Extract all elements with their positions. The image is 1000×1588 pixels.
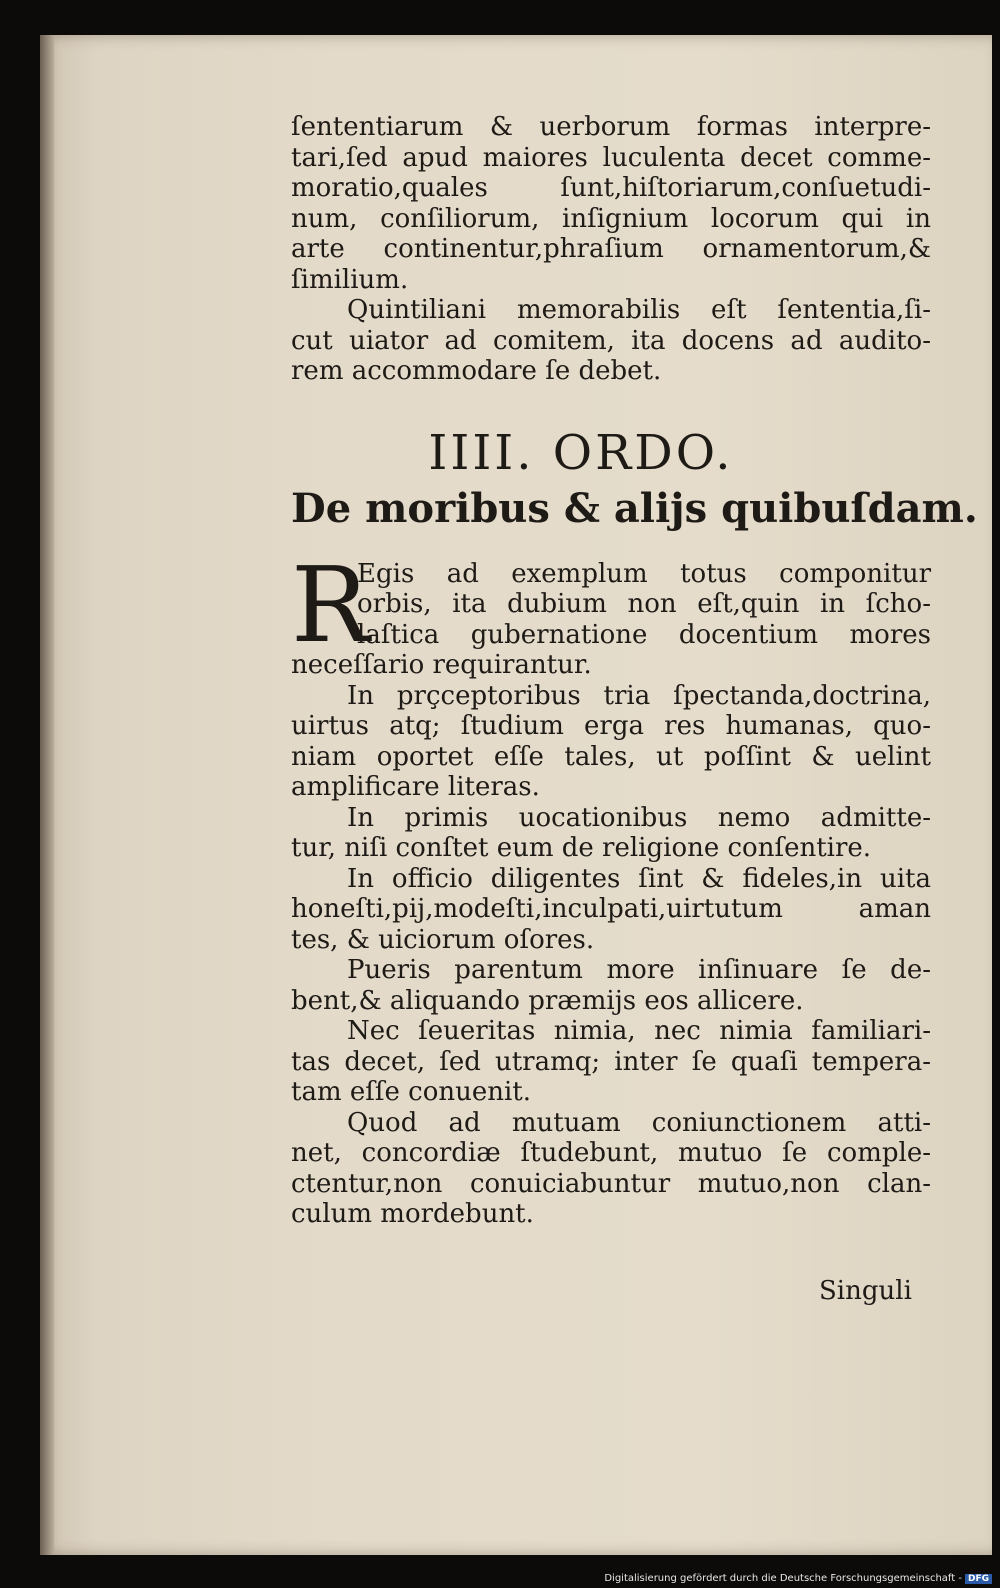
paragraph-continuation <box>291 112 931 295</box>
text-line: laſtica gubernatione docentium mores <box>357 619 931 650</box>
text-line: uirtus atq; ſtudium erga res humanas, quo- <box>291 711 931 741</box>
text-line: tur, niſi conſtet eum de religione conſentire. <box>291 833 872 863</box>
text-line: In primis uocationibus nemo admitte- <box>347 802 931 833</box>
text-line: Quod ad mutuam coniunctionem atti- <box>347 1107 931 1138</box>
text-line: ctentur,non conuiciabuntur mutuo,non clan- <box>291 1168 931 1199</box>
text-line: bent,& aliquando præmijs eos allicere. <box>291 985 804 1016</box>
text-line: ſimilium. <box>291 264 409 295</box>
paragraph-primis <box>291 803 931 864</box>
text-line: Pueris parentum more inſinuare ſe de- <box>347 955 931 985</box>
text-line: tam eſſe conuenit. <box>291 1077 532 1107</box>
text-line: moratio,quales ſunt,hiſtoriarum,conſuetudi- <box>291 173 931 203</box>
text-line: In prçceptoribus tria ſpectanda,doctrina, <box>347 680 931 711</box>
paragraph-regis <box>291 543 931 681</box>
text-line: cut uiator ad comitem, ita docens ad audito- <box>291 325 931 356</box>
paragraph-quod <box>291 1108 931 1230</box>
text-line: In officio diligentes ſint & fideles,in uita <box>347 863 931 894</box>
dfg-logo: DFG <box>965 1574 992 1584</box>
page-gutter <box>40 35 54 1555</box>
text-line: tari,ſed apud maiores luculenta decet comme- <box>291 142 931 173</box>
paragraph-seueritas <box>291 1016 931 1108</box>
text-line: Egis ad exemplum totus componitur <box>357 558 931 589</box>
text-line: arte continentur,phraſium ornamentorum,& <box>291 234 931 264</box>
credit-text: Digitalisierung gefördert durch die Deutsche Forschungsgemeinschaft - <box>604 1573 962 1584</box>
section-heading: IIII. ORDO. <box>428 424 734 481</box>
section-subheading: De moribus & alijs quibuſdam. <box>291 484 978 532</box>
text-line: culum mordebunt. <box>291 1199 534 1229</box>
paragraph-quintiliani <box>291 295 931 387</box>
text-line: amplificare literas. <box>291 772 540 802</box>
text-line: num, conſiliorum, inſignium locorum qui in <box>291 203 931 234</box>
text-line: rem accommodare ſe debet. <box>291 356 662 386</box>
paragraph-praeceptoribus <box>291 681 931 803</box>
text-line: orbis, ita dubium non eſt,quin in ſcho- <box>357 589 931 619</box>
digitization-credit <box>604 1573 992 1584</box>
catchword: Singuli <box>819 1276 912 1306</box>
drop-cap: R <box>291 543 370 666</box>
page-text <box>291 112 978 1230</box>
text-line: niam oportet eſſe tales, ut poſſint & uelint <box>291 741 931 772</box>
paragraph-officio <box>291 864 931 956</box>
text-line: tas decet, ſed utramq; inter ſe quaſi tempera- <box>291 1046 931 1077</box>
text-line: Nec ſeueritas nimia, nec nimia familiari- <box>347 1016 931 1046</box>
text-line: honeſti,pij,modeſti,inculpati,uirtutum aman <box>291 894 931 924</box>
text-line: ſententiarum & uerborum formas interpre- <box>291 112 931 142</box>
paragraph-pueris <box>291 955 931 1016</box>
text-line: net, concordiæ ſtudebunt, mutuo ſe comple- <box>291 1138 931 1168</box>
text-line: neceſſario requirantur. <box>291 650 592 680</box>
text-line: tes, & uiciorum oſores. <box>291 924 595 955</box>
text-line: Quintiliani memorabilis eſt ſententia,ſi- <box>347 295 931 325</box>
